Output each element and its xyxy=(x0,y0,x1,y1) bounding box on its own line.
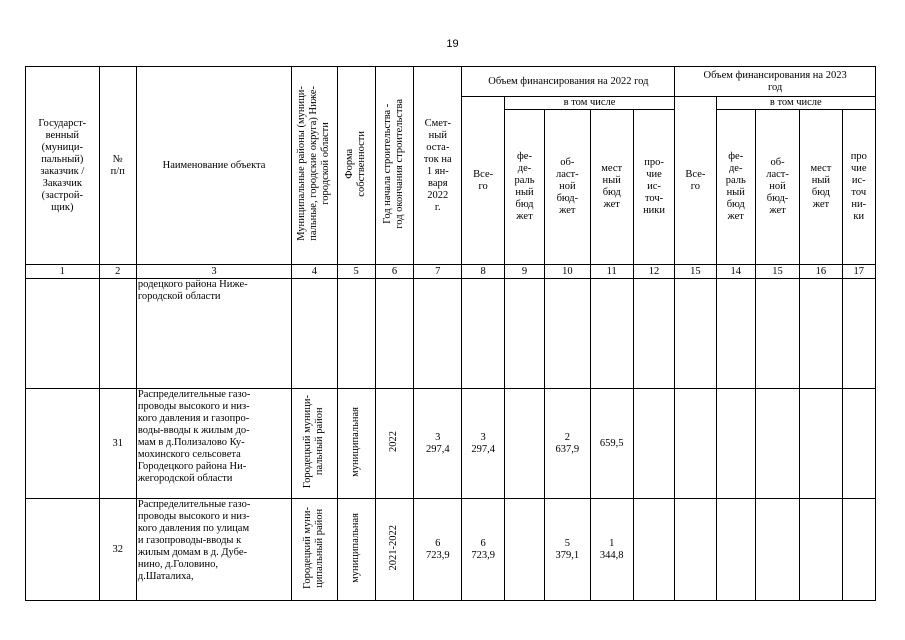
column-number: 14 xyxy=(716,265,755,279)
header-ownership: Форма собственности xyxy=(337,67,375,265)
cell-ownership: муниципальная xyxy=(337,389,375,499)
cell-district: Городецкий муни- ципальный район xyxy=(292,499,337,601)
cell-estimate: 3 297,4 xyxy=(414,389,462,499)
cell-total-2022: 3 297,4 xyxy=(462,389,504,499)
cell-num: 32 xyxy=(99,499,136,601)
cell-other-2023 xyxy=(842,279,875,389)
header-regional-2022: об- ласт- ной бюд- жет xyxy=(545,110,590,265)
cell-federal-2022 xyxy=(504,389,544,499)
cell-total-2023 xyxy=(675,389,716,499)
table-row xyxy=(26,279,876,389)
cell-regional-2022: 5 379,1 xyxy=(545,499,590,601)
column-number: 1 xyxy=(26,265,100,279)
header-federal-2022: фе- де- раль ный бюд жет xyxy=(504,110,544,265)
header-incl-2022: в том числе xyxy=(504,97,674,110)
page-number: 19 xyxy=(446,38,459,50)
column-number: 9 xyxy=(504,265,544,279)
cell-total-2022: 6 723,9 xyxy=(462,499,504,601)
cell-local-2022 xyxy=(590,279,633,389)
header-districts: Муниципальные районы (муници- пальные, городские округа) Ниже- городской области xyxy=(292,67,337,265)
cell-local-2022: 1 344,8 xyxy=(590,499,633,601)
column-number: 6 xyxy=(375,265,413,279)
cell-local-2023 xyxy=(800,499,842,601)
header-total-2022: Все- го xyxy=(462,97,504,265)
column-number: 17 xyxy=(842,265,875,279)
header-customer: Государст- венный (муници- пальный) заказчик / Заказчик (застрой- щик) xyxy=(26,67,100,265)
header-federal-2023: фе- де- раль ный бюд жет xyxy=(716,110,755,265)
cell-total-2023 xyxy=(675,279,716,389)
cell-federal-2022 xyxy=(504,279,544,389)
cell-other-2023 xyxy=(842,389,875,499)
header-num: № п/п xyxy=(99,67,136,265)
header-row-1 xyxy=(26,67,876,97)
header-local-2023: мест ный бюд жет xyxy=(800,110,842,265)
cell-name: Распределительные газо- проводы высокого и низ- кого давления и газопро- воды-вводы к жилым до- мам в д.Полизалово Ку- мохинского сельсовета Городецкого района Ни- жегородской области xyxy=(136,389,291,499)
cell-regional-2022: 2 637,9 xyxy=(545,389,590,499)
header-fin-2023: Объем финансирования на 2023 год xyxy=(675,67,876,97)
column-number: 11 xyxy=(590,265,633,279)
cell-other-2023 xyxy=(842,499,875,601)
column-number: 15 xyxy=(755,265,799,279)
cell-name: родецкого района Ниже- городской области xyxy=(136,279,291,389)
cell-other-2022 xyxy=(633,499,674,601)
cell-customer xyxy=(26,499,100,601)
cell-estimate: 6 723,9 xyxy=(414,499,462,601)
column-number-row xyxy=(26,265,876,279)
cell-federal-2022 xyxy=(504,499,544,601)
column-number: 15 xyxy=(675,265,716,279)
cell-federal-2023 xyxy=(716,499,755,601)
cell-regional-2023 xyxy=(755,499,799,601)
cell-estimate xyxy=(414,279,462,389)
cell-regional-2023 xyxy=(755,389,799,499)
cell-total-2022 xyxy=(462,279,504,389)
header-fin-2022: Объем финансирования на 2022 год xyxy=(462,67,675,97)
cell-other-2022 xyxy=(633,279,674,389)
header-local-2022: мест ный бюд жет xyxy=(590,110,633,265)
cell-customer xyxy=(26,389,100,499)
cell-ownership: муниципальная xyxy=(337,499,375,601)
cell-years xyxy=(375,279,413,389)
table-row xyxy=(26,389,876,499)
header-regional-2023: об- ласт- ной бюд- жет xyxy=(755,110,799,265)
header-other-2022: про- чие ис- точ- ники xyxy=(633,110,674,265)
cell-local-2023 xyxy=(800,389,842,499)
cell-federal-2023 xyxy=(716,279,755,389)
column-number: 4 xyxy=(292,265,337,279)
cell-other-2022 xyxy=(633,389,674,499)
header-estimate: Смет- ный оста- ток на 1 ян- варя 2022 г. xyxy=(414,67,462,265)
column-number: 2 xyxy=(99,265,136,279)
header-other-2023: про чие ис- точ ни- ки xyxy=(842,110,875,265)
header-incl-2023: в том числе xyxy=(716,97,875,110)
column-number: 12 xyxy=(633,265,674,279)
cell-num xyxy=(99,279,136,389)
column-number: 16 xyxy=(800,265,842,279)
cell-name: Распределительные газо- проводы высокого и низ- кого давления по улицам и газопроводы-вводы к жилым домам в д. Дубе- нино, д.Головино, д.Шаталиха, xyxy=(136,499,291,601)
table-row xyxy=(26,499,876,601)
header-total-2023: Все- го xyxy=(675,97,716,265)
cell-regional-2022 xyxy=(545,279,590,389)
column-number: 10 xyxy=(545,265,590,279)
column-number: 3 xyxy=(136,265,291,279)
cell-customer xyxy=(26,279,100,389)
cell-federal-2023 xyxy=(716,389,755,499)
column-number: 7 xyxy=(414,265,462,279)
cell-total-2023 xyxy=(675,499,716,601)
investment-table xyxy=(25,66,876,601)
header-years: Год начала строительства - год окончания строительства xyxy=(375,67,413,265)
column-number: 5 xyxy=(337,265,375,279)
cell-years: 2021-2022 xyxy=(375,499,413,601)
cell-district: Городецкий муници- пальный район xyxy=(292,389,337,499)
cell-ownership xyxy=(337,279,375,389)
cell-local-2022: 659,5 xyxy=(590,389,633,499)
cell-years: 2022 xyxy=(375,389,413,499)
cell-regional-2023 xyxy=(755,279,799,389)
cell-district xyxy=(292,279,337,389)
column-number: 8 xyxy=(462,265,504,279)
header-object-name: Наименование объекта xyxy=(136,67,291,265)
cell-local-2023 xyxy=(800,279,842,389)
cell-num: 31 xyxy=(99,389,136,499)
